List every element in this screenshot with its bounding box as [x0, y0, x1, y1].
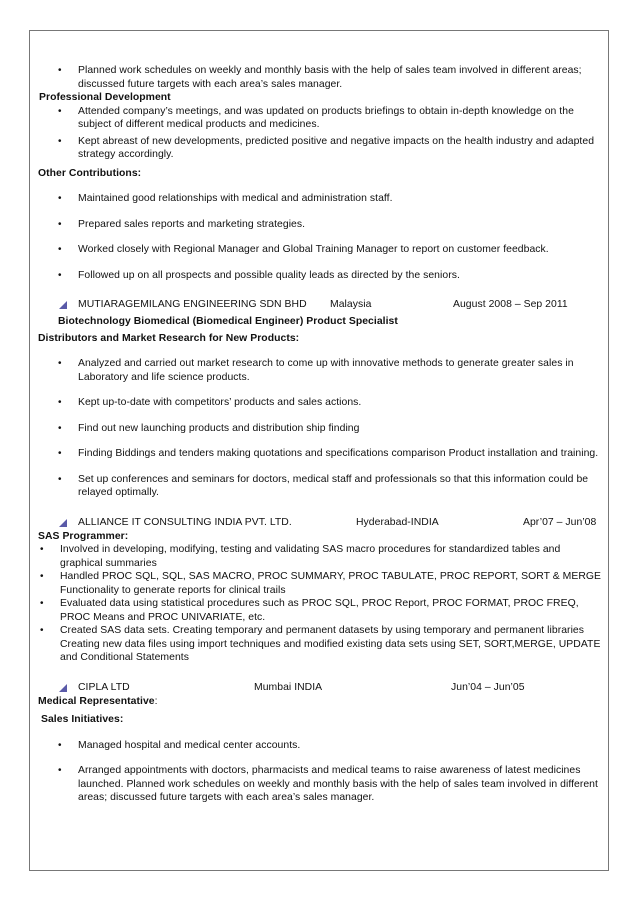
arrow-bullet-icon — [58, 300, 68, 310]
job3-header — [38, 681, 604, 695]
job3-dates: Jun’04 – Jun’05 — [451, 681, 525, 693]
job3-section-heading: Sales Initiatives: — [41, 714, 124, 725]
other-contributions-heading: Other Contributions: — [38, 167, 142, 179]
list-item: • Finding Biddings and tenders making quotations and specifications comparison Product installation and training. — [38, 447, 604, 461]
list-item: • Kept up-to-date with competitors’ products and sales actions. — [38, 396, 604, 410]
list-item: • Find out new launching products and distribution ship finding — [38, 422, 604, 436]
list-item: • Created SAS data sets. Creating temporary and permanent datasets by using temporary and permanent libraries Creating new data files using import techniques and modified existing data sets using SET, SORT,MERGE, UPDATE and Conditional Statements — [38, 624, 604, 665]
job2-location: Hyderabad-INDIA — [356, 516, 439, 528]
list-item: • Kept abreast of new developments, predicted positive and negative impacts on the health industry and adapted strategy accordingly. — [38, 135, 604, 162]
job3-title: Medical Representative — [38, 695, 155, 707]
job3-location: Mumbai INDIA — [254, 681, 323, 693]
job2-company: ALLIANCE IT CONSULTING INDIA PVT. LTD. — [78, 516, 292, 528]
list-item: • Attended company’s meetings, and was updated on products briefings to obtain in-depth knowledge on the subject of different medical products and medicines. — [38, 105, 604, 132]
other-contributions-list — [38, 192, 604, 282]
list-item: • Managed hospital and medical center accounts. — [38, 739, 604, 753]
list-item: • Maintained good relationships with medical and administration staff. — [38, 192, 604, 206]
list-item: • Planned work schedules on weekly and monthly basis with the help of sales team involved in different areas; discussed future targets with each area’s sales manager. — [38, 64, 604, 91]
job1-header — [38, 298, 604, 312]
job1-company: MUTIARAGEMILANG ENGINEERING SDN BHD — [78, 299, 307, 310]
arrow-bullet-icon — [58, 683, 68, 693]
arrow-bullet-icon — [58, 518, 68, 528]
section1-list — [38, 64, 604, 91]
job1-dates: August 2008 – Sep 2011 — [453, 299, 568, 310]
job1-list — [38, 357, 604, 500]
professional-development-heading: Professional Development — [39, 92, 171, 103]
job3-title-suffix: : — [154, 695, 158, 707]
job2-dates: Apr’07 – Jun’08 — [523, 516, 597, 528]
job2-list — [38, 543, 604, 665]
list-item: • Set up conferences and seminars for doctors, medical staff and professionals so that this information could be relayed optimally. — [38, 473, 604, 500]
job1-section-heading: Distributors and Market Research for New Products: — [38, 332, 300, 344]
job2-header — [38, 516, 604, 530]
resume-content — [38, 64, 604, 805]
job2-title: SAS Programmer: — [38, 530, 129, 542]
list-item: • Involved in developing, modifying, testing and validating SAS macro procedures for standardized tables and graphical summaries — [38, 543, 604, 570]
list-item: • Followed up on all prospects and possible quality leads as directed by the seniors. — [38, 269, 604, 283]
list-item: • Prepared sales reports and marketing strategies. — [38, 218, 604, 232]
list-item: • Worked closely with Regional Manager and Global Training Manager to report on customer feedback. — [38, 243, 604, 257]
list-item: • Handled PROC SQL, SQL, SAS MACRO, PROC SUMMARY, PROC TABULATE, PROC REPORT, SORT & MERGE Functionality to generate reports for clinical trails — [38, 570, 604, 597]
professional-development-list — [38, 105, 604, 162]
job3-title-line — [38, 695, 604, 709]
list-item: • Arranged appointments with doctors, pharmacists and medical teams to raise awareness of latest medicines launched. Planned work schedules on weekly and monthly basis with the help of sales team involved in different areas; discussed future targets with each area’s sales manager. — [38, 764, 604, 805]
job3-company: CIPLA LTD — [78, 681, 130, 693]
list-item: • Evaluated data using statistical procedures such as PROC SQL, PROC Report, PROC FORMAT, PROC FREQ, PROC Means and PROC UNIVARIATE, etc. — [38, 597, 604, 624]
job1-location: Malaysia — [330, 299, 372, 310]
job1-title: Biotechnology Biomedical (Biomedical Engineer) Product Specialist — [58, 316, 398, 327]
job3-list — [38, 739, 604, 805]
list-item: • Analyzed and carried out market research to come up with innovative methods to generate greater sales in Laboratory and life science products. — [38, 357, 604, 384]
